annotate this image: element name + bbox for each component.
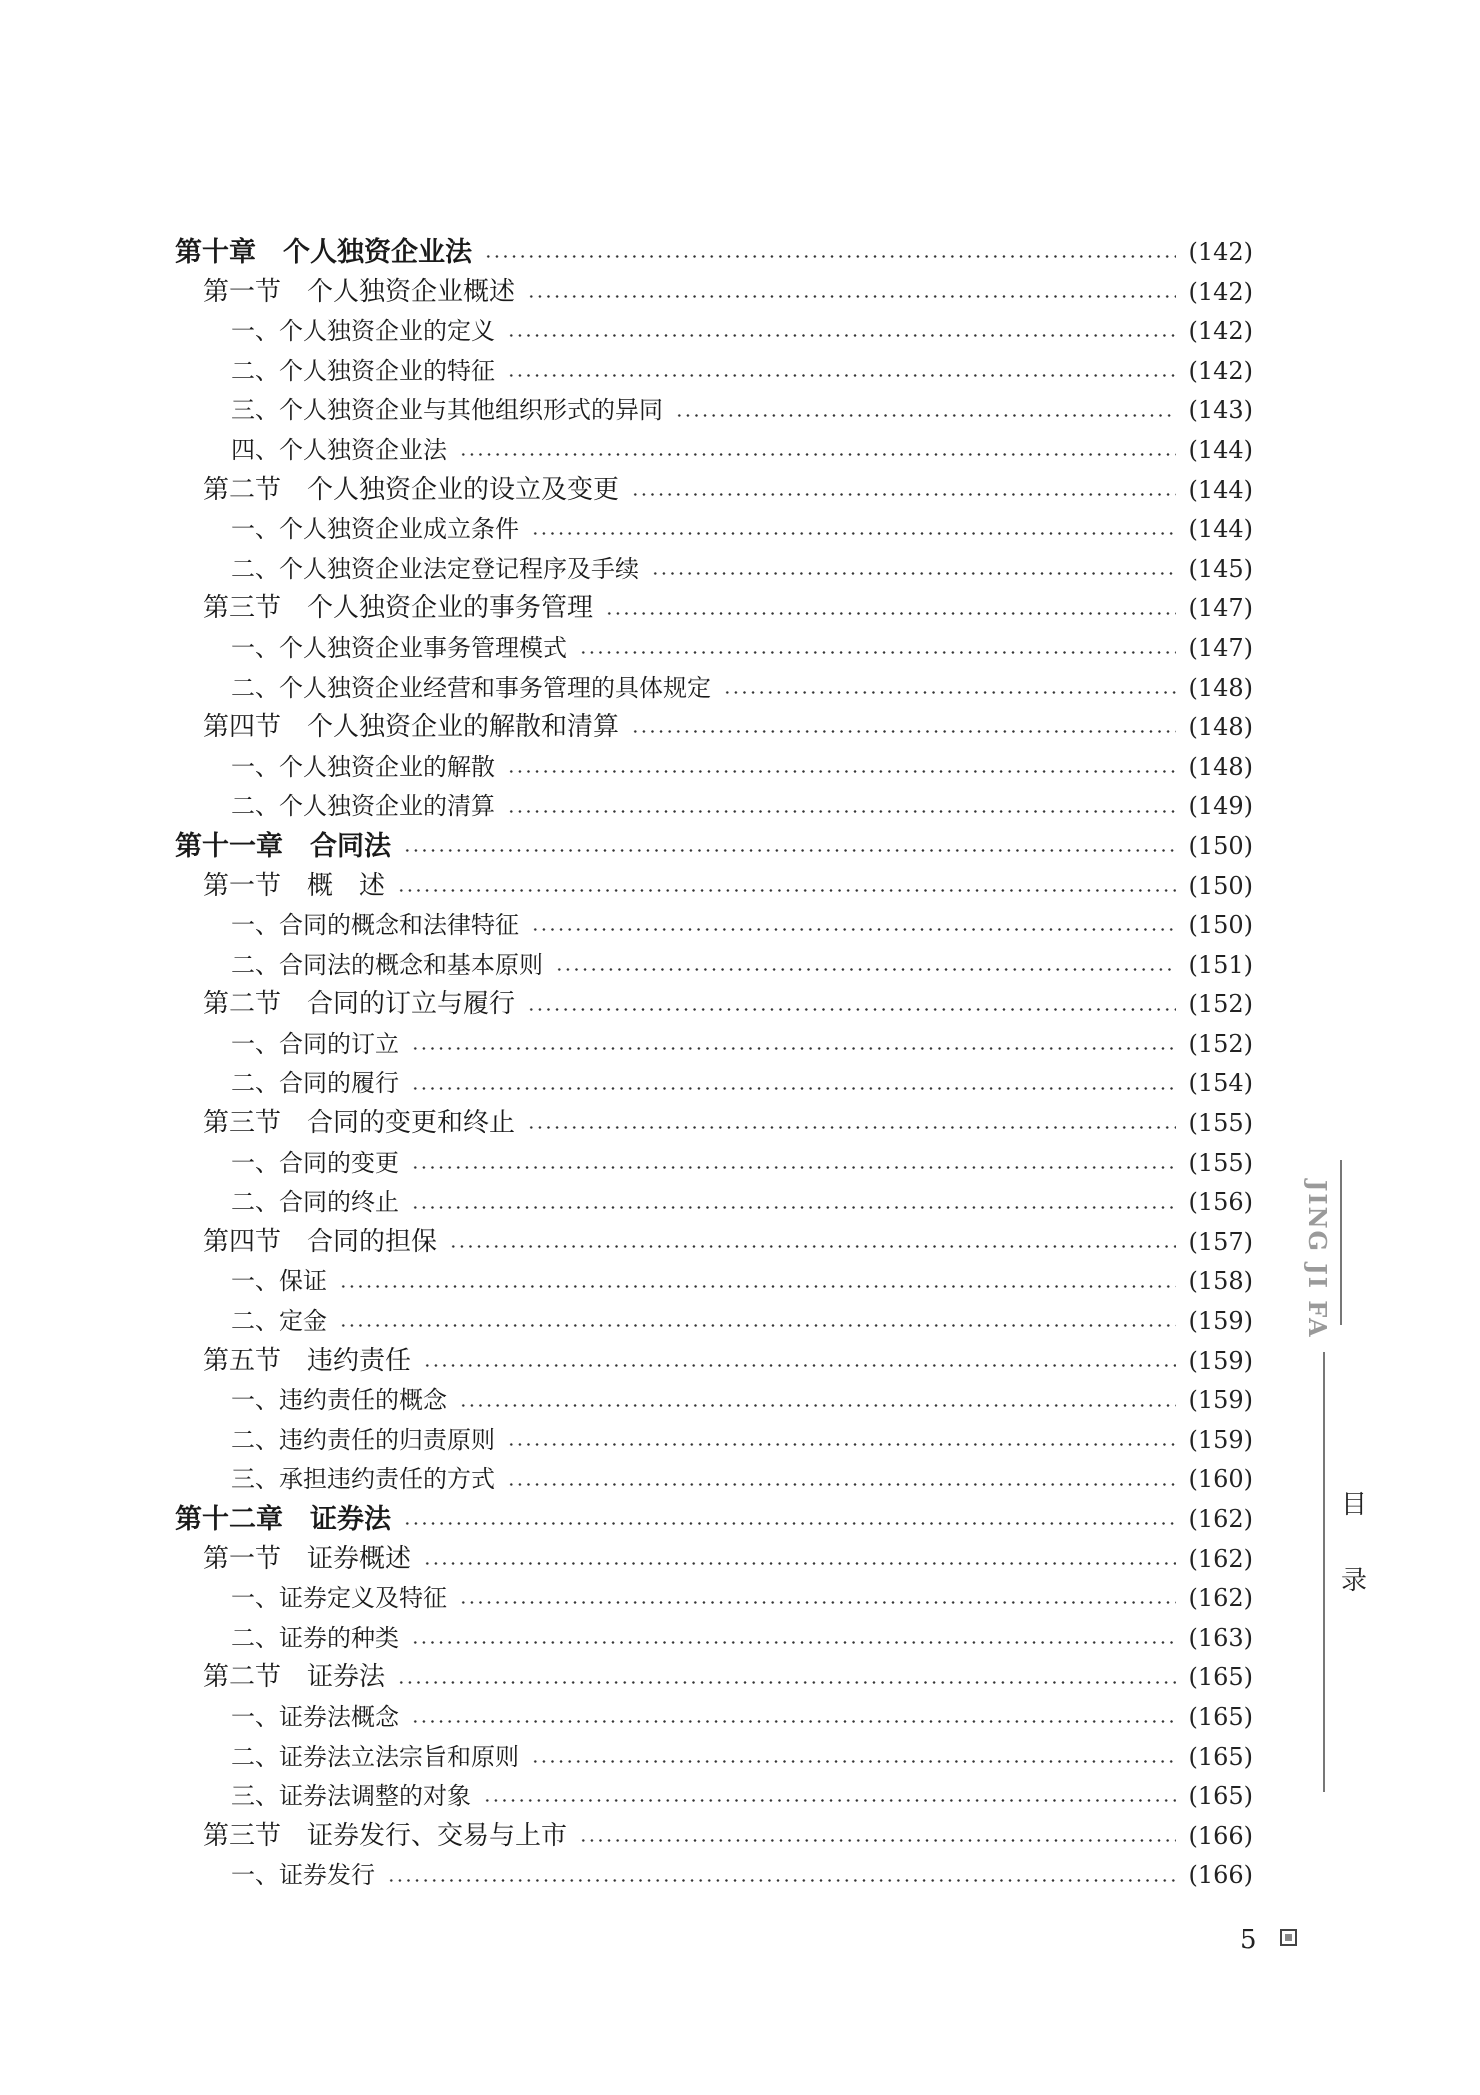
toc-entry-title: 一、违约责任的概念 [231,1386,447,1415]
toc-entry-title: 二、个人独资企业的清算 [231,792,495,821]
page-marker-icon [1280,1929,1297,1946]
toc-item-row [175,550,1253,590]
dot-leader [423,1364,1176,1367]
toc-section-row [175,471,1253,511]
toc-entry-page: (144) [1188,475,1253,504]
toc-entry-title: 第二节 合同的订立与履行 [203,989,516,1020]
toc-entry-page: (162) [1188,1544,1253,1573]
dot-leader [484,255,1176,258]
toc-entry-page: (143) [1188,396,1253,425]
toc-entry-title: 第十二章 证券法 [175,1504,391,1535]
dot-leader [507,810,1176,813]
dot-leader [411,1087,1176,1090]
toc-entry-title: 二、证券的种类 [231,1623,399,1652]
dot-leader [555,968,1176,971]
toc-entry-title: 第三节 个人独资企业的事务管理 [203,593,594,624]
toc-entry-title: 一、证券发行 [231,1861,375,1890]
toc-entry-title: 三、证券法调整的对象 [231,1782,471,1811]
toc-item-row [175,352,1253,392]
side-running-title: JING JI FA [1303,1180,1332,1339]
toc-entry-title: 第二节 证券法 [203,1662,386,1693]
toc-entry-title: 第二节 个人独资企业的设立及变更 [203,474,620,505]
toc-entry-title: 二、定金 [231,1307,327,1336]
toc-item-row [175,1856,1253,1896]
toc-entry-title: 第一节 个人独资企业概述 [203,276,516,307]
toc-item-row [175,1698,1253,1738]
toc-entry-title: 二、合同的履行 [231,1069,399,1098]
toc-item-row [175,1064,1253,1104]
toc-entry-title: 第五节 违约责任 [203,1345,412,1376]
toc-entry-page: (165) [1188,1702,1253,1731]
toc-item-row [175,1144,1253,1184]
dot-leader [411,1166,1176,1169]
toc-entry-title: 二、个人独资企业经营和事务管理的具体规定 [231,673,711,702]
dot-leader [339,1324,1176,1327]
toc-entry-page: (162) [1188,1584,1253,1613]
page-number: 5 [1240,1925,1257,1955]
toc-entry-title: 三、个人独资企业与其他组织形式的异同 [231,396,663,425]
toc-entry-page: (154) [1188,1069,1253,1098]
toc-item-row [175,431,1253,471]
toc-item-row [175,1619,1253,1659]
side-label-mu: 目 [1341,1490,1368,1520]
toc-entry-title: 第一节 概 述 [203,870,386,901]
toc-entry-title: 第三节 合同的变更和终止 [203,1108,516,1139]
toc-entry-title: 二、合同的终止 [231,1188,399,1217]
dot-leader [411,1206,1176,1209]
toc-entry-page: (150) [1188,831,1253,860]
toc-entry-page: (165) [1188,1782,1253,1811]
dot-leader [507,374,1176,377]
toc-entry-title: 一、合同的变更 [231,1148,399,1177]
toc-entry-page: (147) [1188,594,1253,623]
toc-entry-page: (157) [1188,1227,1253,1256]
toc-section-row [175,1817,1253,1857]
toc-entry-title: 第三节 证券发行、交易与上市 [203,1820,568,1851]
dot-leader [579,1839,1176,1842]
dot-leader [507,1483,1176,1486]
toc-item-row [175,1777,1253,1817]
toc-section-row [175,867,1253,907]
toc-entry-page: (148) [1188,752,1253,781]
dot-leader [527,1126,1176,1129]
toc-entry-page: (142) [1188,317,1253,346]
toc-entry-title: 四、个人独资企业法 [231,435,447,464]
toc-entry-page: (165) [1188,1742,1253,1771]
toc-section-row [175,1658,1253,1698]
toc-entry-page: (144) [1188,435,1253,464]
toc-entry-title: 一、合同的订立 [231,1029,399,1058]
toc-entry-title: 一、个人独资企业的定义 [231,317,495,346]
dot-leader [675,414,1176,417]
toc-entry-page: (152) [1188,1029,1253,1058]
toc-entry-page: (144) [1188,515,1253,544]
toc-chapter-row [175,233,1253,273]
dot-leader [651,572,1176,575]
dot-leader [527,295,1176,298]
toc-item-row [175,510,1253,550]
toc-entry-page: (160) [1188,1465,1253,1494]
toc-item-row [175,946,1253,986]
toc-entry-page: (150) [1188,911,1253,940]
toc-section-row [175,1104,1253,1144]
dot-leader [631,493,1176,496]
toc-entry-title: 第十一章 合同法 [175,830,391,862]
toc-section-row [175,708,1253,748]
dot-leader [411,1720,1176,1723]
toc-entry-page: (148) [1188,713,1253,742]
toc-item-row [175,669,1253,709]
toc-item-row [175,1738,1253,1778]
toc-item-row [175,391,1253,431]
toc-entry-page: (162) [1188,1505,1253,1533]
dot-leader [723,691,1176,694]
toc-entry-page: (142) [1188,356,1253,385]
dot-leader [531,928,1176,931]
toc-item-row [175,1183,1253,1223]
toc-entry-title: 二、违约责任的归责原则 [231,1425,495,1454]
toc-entry-page: (147) [1188,633,1253,662]
toc-item-row [175,312,1253,352]
toc-entry-title: 一、保证 [231,1267,327,1296]
dot-leader [459,1601,1176,1604]
dot-leader [411,1641,1176,1644]
dot-leader [449,1245,1176,1248]
dot-leader [397,1681,1176,1684]
dot-leader [423,1562,1176,1565]
dot-leader [387,1879,1176,1882]
toc-entry-page: (166) [1188,1821,1253,1850]
dot-leader [397,889,1176,892]
dot-leader [531,1760,1176,1763]
toc-entry-page: (159) [1188,1307,1253,1336]
toc-item-row [175,1421,1253,1461]
dot-leader [605,612,1176,615]
toc-item-row [175,906,1253,946]
toc-item-row [175,629,1253,669]
toc-section-row [175,1540,1253,1580]
toc-entry-page: (145) [1188,554,1253,583]
toc-entry-title: 三、承担违约责任的方式 [231,1465,495,1494]
toc-entry-title: 一、证券法概念 [231,1702,399,1731]
dot-leader [339,1285,1176,1288]
dot-leader [507,770,1176,773]
toc-item-row [175,748,1253,788]
toc-entry-title: 二、证券法立法宗旨和原则 [231,1742,519,1771]
toc-entry-page: (159) [1188,1386,1253,1415]
dot-leader [507,334,1176,337]
dot-leader [507,1443,1176,1446]
toc-entry-page: (163) [1188,1623,1253,1652]
toc-entry-page: (165) [1188,1663,1253,1692]
table-of-contents [175,233,1253,1896]
dot-leader [403,849,1176,852]
toc-entry-title: 第十章 个人独资企业法 [175,237,472,268]
dot-leader [403,1522,1176,1525]
dot-leader [459,453,1176,456]
toc-entry-page: (156) [1188,1188,1253,1217]
toc-section-row [175,1342,1253,1382]
toc-entry-page: (148) [1188,673,1253,702]
toc-item-row [175,787,1253,827]
dot-leader [527,1008,1176,1011]
toc-entry-title: 一、个人独资企业的解散 [231,752,495,781]
toc-entry-page: (155) [1188,1148,1253,1177]
toc-entry-page: (155) [1188,1109,1253,1138]
toc-entry-title: 二、个人独资企业的特征 [231,356,495,385]
toc-entry-page: (158) [1188,1267,1253,1296]
side-divider-top [1340,1160,1342,1325]
toc-entry-title: 一、个人独资企业成立条件 [231,515,519,544]
toc-entry-title: 一、个人独资企业事务管理模式 [231,633,567,662]
toc-entry-title: 第四节 个人独资企业的解散和清算 [203,712,620,743]
toc-entry-title: 第四节 合同的担保 [203,1226,438,1257]
toc-entry-page: (166) [1188,1861,1253,1890]
toc-item-row [175,1381,1253,1421]
toc-item-row [175,1460,1253,1500]
toc-entry-page: (149) [1188,792,1253,821]
dot-leader [579,651,1176,654]
dot-leader [631,730,1176,733]
toc-item-row [175,1025,1253,1065]
side-label-lu: 录 [1341,1566,1368,1596]
toc-entry-page: (142) [1188,277,1253,306]
toc-section-row [175,1223,1253,1263]
toc-section-row [175,273,1253,313]
toc-item-row [175,1262,1253,1302]
toc-entry-title: 二、合同法的概念和基本原则 [231,950,543,979]
dot-leader [483,1799,1176,1802]
toc-chapter-row [175,827,1253,867]
toc-entry-title: 第一节 证券概述 [203,1543,412,1574]
side-divider-bottom [1323,1352,1325,1792]
toc-item-row [175,1579,1253,1619]
toc-item-row [175,1302,1253,1342]
toc-entry-page: (150) [1188,871,1253,900]
toc-section-row [175,985,1253,1025]
toc-section-row [175,589,1253,629]
toc-entry-page: (142) [1188,238,1253,266]
toc-entry-page: (152) [1188,990,1253,1019]
dot-leader [531,532,1176,535]
dot-leader [411,1047,1176,1050]
toc-entry-title: 一、合同的概念和法律特征 [231,911,519,940]
toc-entry-page: (159) [1188,1346,1253,1375]
toc-entry-title: 二、个人独资企业法定登记程序及手续 [231,554,639,583]
toc-entry-page: (159) [1188,1425,1253,1454]
dot-leader [459,1404,1176,1407]
toc-entry-title: 一、证券定义及特征 [231,1584,447,1613]
toc-entry-page: (151) [1188,950,1253,979]
toc-chapter-row [175,1500,1253,1540]
